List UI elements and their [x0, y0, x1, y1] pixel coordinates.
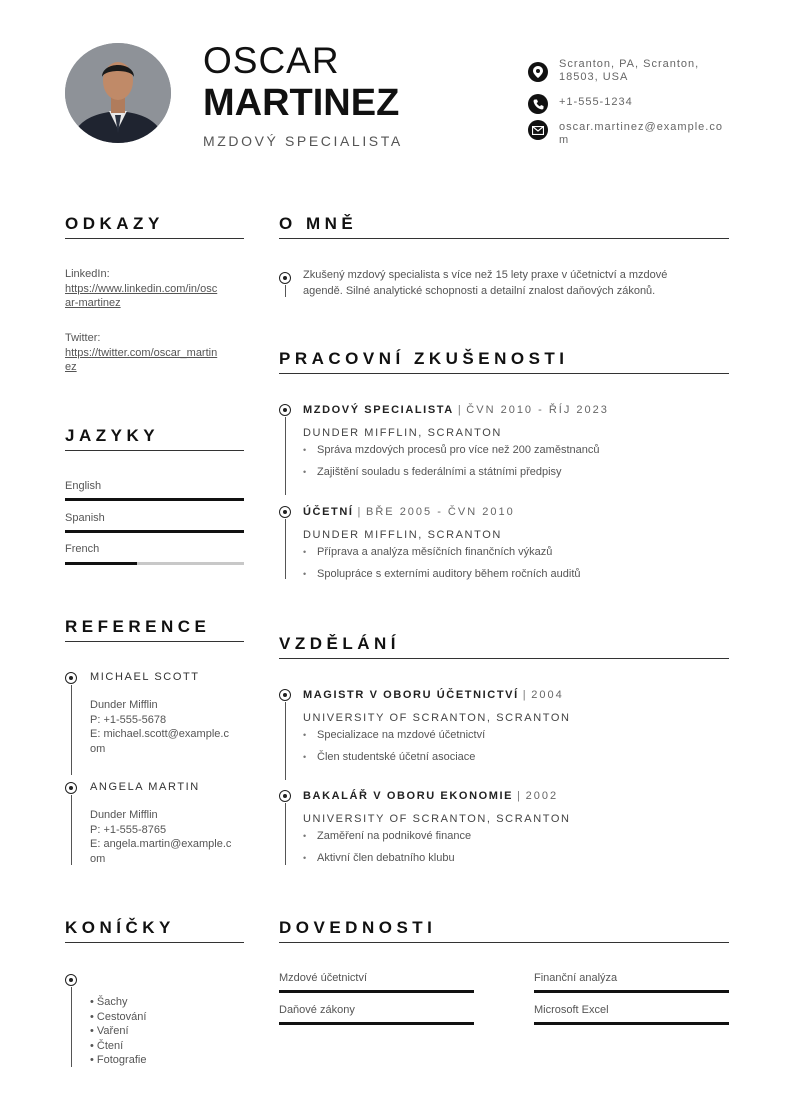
languages-section-divider — [65, 450, 244, 451]
education-bullets — [303, 825, 471, 869]
job-position: ÚČETNÍ — [303, 506, 354, 518]
skill-level-fill — [279, 990, 474, 993]
skill-level-bar — [534, 990, 729, 993]
job-bullets — [303, 541, 581, 585]
hobbies-list — [90, 995, 146, 1068]
skill-name: Daňové zákony — [279, 1004, 355, 1016]
timeline-marker — [65, 974, 77, 986]
timeline-line — [285, 519, 286, 579]
skill-level-fill — [534, 1022, 729, 1025]
education-section-divider — [279, 658, 729, 659]
list-item: • Správa mzdových procesů pro více než 200 zaměstnanců — [303, 439, 599, 461]
last-name: MARTINEZ — [203, 82, 400, 124]
list-item: • Spolupráce s externími auditory během ročních auditů — [303, 563, 581, 585]
education-section-title: VZDĚLÁNÍ — [279, 634, 400, 653]
timeline-line — [71, 987, 72, 1067]
skills-section-divider — [279, 942, 729, 943]
linkedin-link[interactable]: https://www.linkedin.com/in/osc ar-martinez — [65, 282, 218, 309]
references-section-divider — [65, 641, 244, 642]
job-dates: ČVN 2010 - ŘÍJ 2023 — [466, 404, 609, 416]
about-section-title: O MNĚ — [279, 214, 358, 233]
skill-level-bar — [279, 1022, 474, 1025]
profile-photo-image — [65, 43, 171, 143]
link-item-twitter: Twitter: https://twitter.com/oscar_martin ez — [65, 331, 247, 375]
language-level-fill — [65, 498, 244, 501]
list-item: • Aktivní člen debatního klubu — [303, 847, 471, 869]
phone-icon — [528, 94, 548, 114]
hobby-item: • Cestování — [90, 1010, 147, 1023]
experience-section-title: PRACOVNÍ ZKUŠENOSTI — [279, 349, 569, 368]
hobbies-section-title: KONÍČKY — [65, 918, 175, 937]
school-name: UNIVERSITY OF SCRANTON, SCRANTON — [303, 712, 571, 724]
job-bullets — [303, 439, 599, 483]
languages-section-title: JAZYKY — [65, 426, 160, 445]
job-company: DUNDER MIFFLIN, SCRANTON — [303, 427, 502, 439]
education-item-heading: MAGISTR V OBORU ÚČETNICTVÍ | 2004 — [303, 689, 564, 701]
language-name: English — [65, 480, 102, 492]
timeline-marker — [279, 272, 291, 284]
timeline-line — [285, 702, 286, 780]
contact-email: oscar.martinez@example.co m — [559, 121, 723, 146]
reference-name: MICHAEL SCOTT — [90, 671, 200, 683]
timeline-marker — [65, 782, 77, 794]
timeline-line — [285, 417, 286, 495]
list-item: • Zaměření na podnikové finance — [303, 825, 471, 847]
language-name: Spanish — [65, 512, 105, 524]
reference-details: Dunder Mifflin P: +1-555-8765 E: angela.martin@example.c om — [90, 809, 232, 865]
degree-year: 2002 — [525, 790, 559, 802]
language-level-fill — [65, 562, 137, 565]
reference-name: ANGELA MARTIN — [90, 781, 200, 793]
skill-level-bar — [534, 1022, 729, 1025]
about-section-divider — [279, 238, 729, 239]
timeline-line — [71, 795, 72, 865]
hobby-item: • Vaření — [90, 1025, 129, 1037]
mail-icon — [528, 120, 548, 140]
timeline-marker — [65, 672, 77, 684]
timeline-line — [285, 803, 286, 865]
list-item: • Specializace na mzdové účetnictví — [303, 724, 485, 746]
degree-name: BAKALÁŘ V OBORU EKONOMIE — [303, 790, 514, 802]
skill-level-fill — [534, 990, 729, 993]
skill-name: Mzdové účetnictví — [279, 972, 368, 984]
language-level-bar — [65, 562, 244, 565]
language-level-bar — [65, 530, 244, 533]
degree-name: MAGISTR V OBORU ÚČETNICTVÍ — [303, 689, 519, 701]
hobbies-section-divider — [65, 942, 244, 943]
first-name: OSCAR — [203, 40, 340, 81]
timeline-line — [71, 685, 72, 775]
job-position: MZDOVÝ SPECIALISTA — [303, 404, 454, 416]
language-level-fill — [65, 530, 244, 533]
link-item-linkedin: LinkedIn: https://www.linkedin.com/in/osc ar-martinez — [65, 267, 247, 311]
timeline-marker — [279, 404, 291, 416]
timeline-line — [285, 285, 286, 297]
job-title: MZDOVÝ SPECIALISTA — [203, 133, 403, 149]
list-item: • Příprava a analýza měsíčních finančních výkazů — [303, 541, 581, 563]
skill-name: Finanční analýza — [534, 972, 618, 984]
skill-level-bar — [279, 990, 474, 993]
contact-address: Scranton, PA, Scranton, 18503, USA — [559, 58, 700, 83]
references-section-title: REFERENCE — [65, 617, 211, 636]
list-item: • Člen studentské účetní asociace — [303, 746, 485, 768]
list-item: • Zajištění souladu s federálními a státními předpisy — [303, 461, 599, 483]
timeline-marker — [279, 790, 291, 802]
contact-phone: +1-555-1234 — [559, 96, 633, 108]
location-icon — [528, 62, 548, 82]
hobby-item: • Čtení — [90, 1039, 124, 1052]
school-name: UNIVERSITY OF SCRANTON, SCRANTON — [303, 813, 571, 825]
job-dates: BŘE 2005 - ČVN 2010 — [366, 506, 515, 518]
experience-item-heading: MZDOVÝ SPECIALISTA | ČVN 2010 - ŘÍJ 2023 — [303, 404, 609, 416]
skills-section-title: DOVEDNOSTI — [279, 918, 437, 937]
timeline-marker — [279, 689, 291, 701]
hobby-item: • Šachy — [90, 996, 128, 1008]
experience-section-divider — [279, 373, 729, 374]
about-text: Zkušený mzdový specialista s více než 15 lety praxe v účetnictví a mzdové agendě. Silné analytické schopnosti a detailní znalost daňových zákonů. — [303, 269, 668, 297]
skill-level-fill — [279, 1022, 474, 1025]
timeline-marker — [279, 506, 291, 518]
reference-details: Dunder Mifflin P: +1-555-5678 E: michael.scott@example.c om — [90, 699, 229, 755]
education-item-heading: BAKALÁŘ V OBORU EKONOMIE | 2002 — [303, 790, 559, 802]
language-level-bar — [65, 498, 244, 501]
profile-photo — [65, 43, 171, 143]
skill-name: Microsoft Excel — [534, 1004, 609, 1016]
experience-item-heading: ÚČETNÍ | BŘE 2005 - ČVN 2010 — [303, 506, 515, 518]
twitter-link[interactable]: https://twitter.com/oscar_martin ez — [65, 346, 218, 373]
language-name: French — [65, 543, 100, 555]
hobby-item: • Fotografie — [90, 1054, 147, 1066]
education-bullets — [303, 724, 485, 768]
links-section-divider — [65, 238, 244, 239]
links-section-title: ODKAZY — [65, 214, 164, 233]
degree-year: 2004 — [531, 689, 564, 701]
job-company: DUNDER MIFFLIN, SCRANTON — [303, 529, 502, 541]
